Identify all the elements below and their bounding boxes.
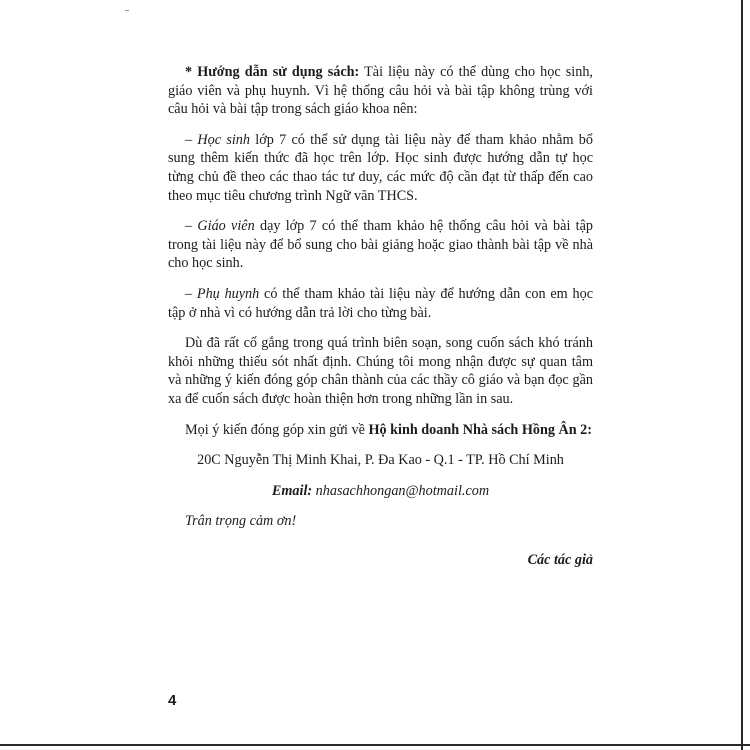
email-address: nhasachhongan@hotmail.com — [312, 482, 490, 499]
student-paragraph — [168, 131, 593, 205]
teacher-text: dạy lớp 7 có thể tham khảo hệ thống câu hỏi và bài tập trong tài liệu này để bổ sung cho bài giảng hoặc giao thành bài tập về nhà cho học sinh. — [168, 218, 594, 272]
teacher-paragraph — [168, 217, 593, 273]
usage-guide-text: Tài liệu này có thể dùng cho học sinh, giáo viên và phụ huynh. Vì hệ thống câu hỏi và bài tập không trùng với câu hỏi và bài tập trong sách giáo khoa nên: — [168, 64, 593, 118]
thanks-line: Trân trọng cảm ơn! — [185, 513, 297, 530]
page-number: 4 — [168, 692, 177, 709]
email-label: Email: — [271, 482, 313, 499]
email-line — [168, 482, 593, 501]
usage-guide-paragraph — [168, 63, 593, 119]
student-text: lớp 7 có thể sử dụng tài liệu này để tham khảo nhằm bổ sung thêm kiến thức đã học trên lớp. Học sinh được hướng dẫn tự học từng chủ đề theo các thao tác tư duy, các mức độ cần đạt từ thấp đến cao theo mục tiêu chương trình Ngữ văn THCS. — [168, 131, 593, 204]
contact-paragraph — [168, 421, 593, 440]
teacher-role: Giáo viên — [197, 218, 255, 235]
authors-signature: Các tác giả — [527, 551, 593, 568]
contact-intro: Mọi ý kiến đóng góp xin gửi về — [185, 421, 369, 438]
page-edge-right — [741, 0, 743, 750]
publisher-address: 20C Nguyễn Thị Minh Khai, P. Đa Kao - Q.1 - TP. Hồ Chí Minh — [197, 452, 564, 469]
parent-dash: – — [185, 285, 197, 302]
parent-text: có thể tham khảo tài liệu này để hướng dẫn con em học tập ở nhà vì có hướng dẫn trả lời cho từng bài. — [168, 285, 594, 321]
student-dash: – — [185, 131, 198, 148]
page-edge-bottom — [0, 744, 750, 746]
teacher-dash: – — [185, 218, 198, 235]
closing-paragraph: Dù đã rất cố gắng trong quá trình biên soạn, song cuốn sách khó tránh khỏi những thiếu sót nhất định. Chúng tôi mong nhận được sự quan tâm và những ý kiến đóng góp chân thành của các thầy cô giáo và bạn đọc gần xa để cuốn sách được hoàn thiện hơn trong những lần in sau. — [168, 335, 593, 407]
student-role: Học sinh — [197, 131, 250, 148]
parent-paragraph — [168, 285, 593, 322]
scan-mark — [125, 10, 129, 11]
page-body — [168, 63, 593, 569]
usage-guide-heading: * Hướng dẫn sử dụng sách: — [185, 64, 360, 80]
publisher-name: Hộ kinh doanh Nhà sách Hồng Ân 2: — [368, 421, 592, 438]
parent-role: Phụ huynh — [196, 285, 260, 302]
